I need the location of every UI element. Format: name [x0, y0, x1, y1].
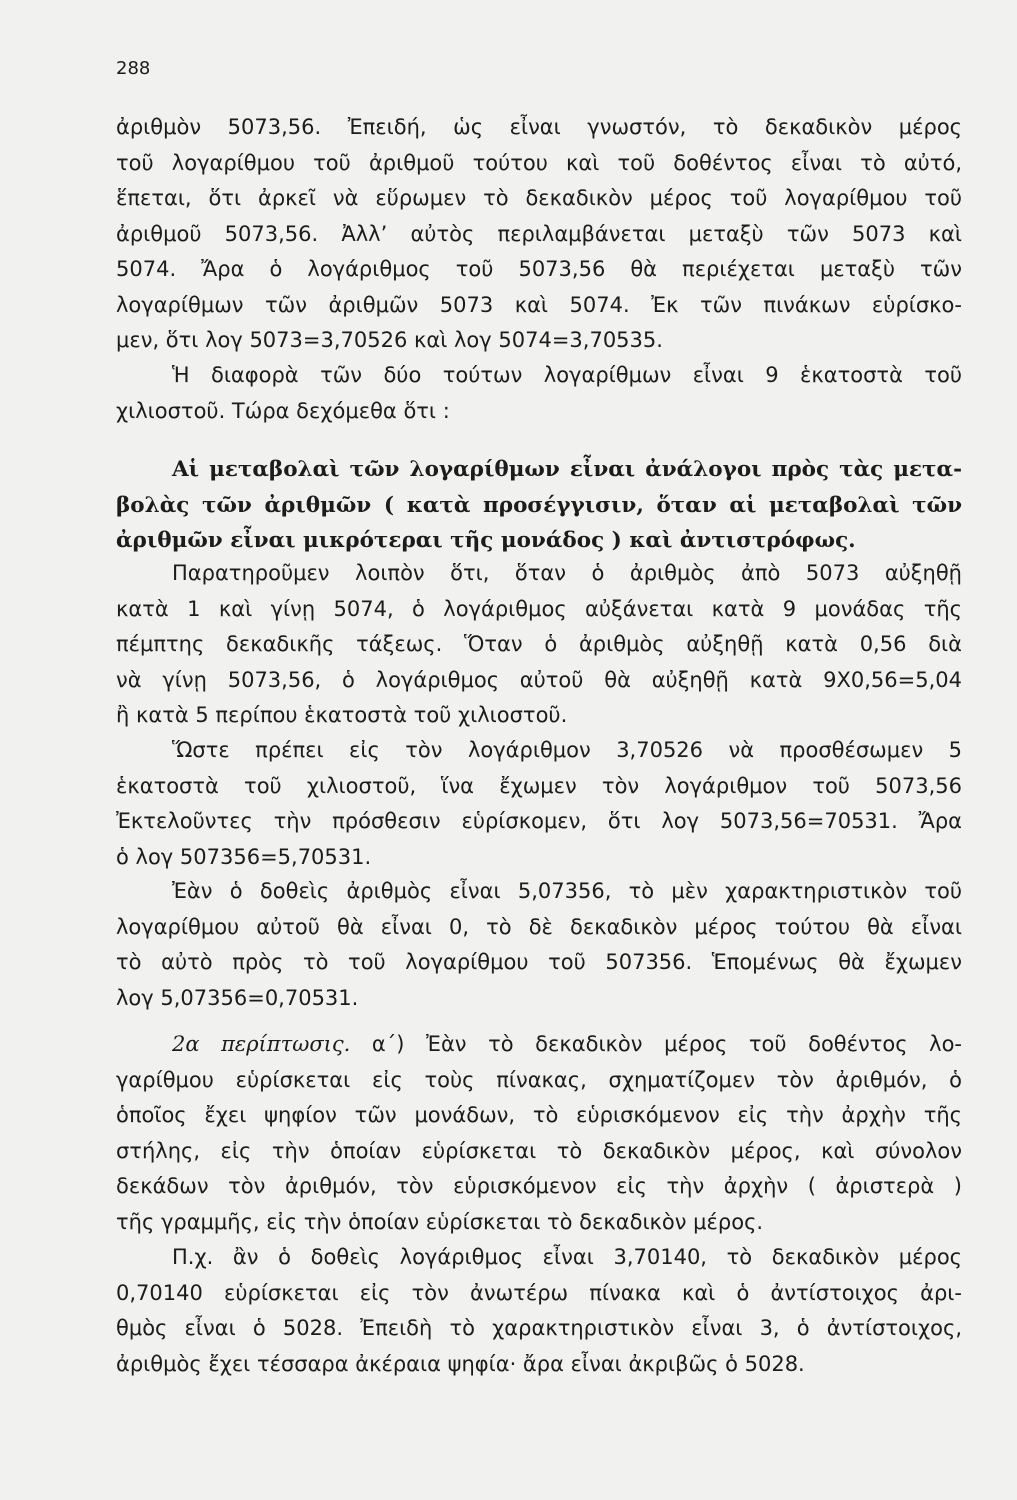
- text-line: Ἡ διαφορὰ τῶν δύο τούτων λογαρίθμων εἶναι 9 ἑκατοστὰ τοῦ: [172, 363, 962, 387]
- paragraph-6: [116, 1027, 962, 1240]
- text-line: λογαρίθμων τῶν ἀριθμῶν 5073 καὶ 5074. Ἐκ τῶν πινάκων εὑρίσκο-: [116, 292, 962, 317]
- bold-rule: [116, 452, 962, 559]
- paragraph-1: [116, 110, 962, 359]
- text-line: ἀριθμὸς ἔχει τέσσαρα ἀκέραια ψηφία· ἄρα εἶναι ἀκριβῶς ὁ 5028.: [116, 1351, 805, 1376]
- text-line: Ἐὰν ὁ δοθεὶς ἀριθμὸς εἶναι 5,07356, τὸ μὲν χαρακτηριστικὸν τοῦ: [172, 879, 962, 903]
- paragraph-7: [116, 1240, 962, 1382]
- text-line: 5074. Ἄρα ὁ λογάριθμος τοῦ 5073,56 θὰ περιέχεται μεταξὺ τῶν: [116, 257, 962, 281]
- text-line: Παρατηροῦμεν λοιπὸν ὅτι, ὅταν ὁ ἀριθμὸς ἀπὸ 5073 αὐξηθῇ: [172, 561, 962, 585]
- text-line: στήλης, εἰς τὴν ὁποίαν εὑρίσκεται τὸ δεκαδικὸν μέρος, καὶ σύνολον: [116, 1138, 962, 1163]
- text-line: ἕπεται, ὅτι ἀρκεῖ νὰ εὕρωμεν τὸ δεκαδικὸν μέρος τοῦ λογαρίθμου τοῦ: [116, 186, 962, 210]
- text-line: τῆς γραμμῆς, εἰς τὴν ὁποίαν εὑρίσκεται τὸ δεκαδικὸν μέρος.: [116, 1209, 764, 1234]
- rule-line: βολὰς τῶν ἀριθμῶν ( κατὰ προσέγγισιν, ὅταν αἱ μεταβολαὶ τῶν: [116, 492, 962, 518]
- paragraph-5: [116, 874, 962, 1016]
- text-line: πέμπτης δεκαδικῆς τάξεως. Ὅταν ὁ ἀριθμὸς αὐξηθῇ κατὰ 0,56 διὰ: [116, 632, 962, 656]
- paragraph-2: [116, 358, 962, 429]
- text-line: γαρίθμου εὑρίσκεται εἰς τοὺς πίνακας, σχηματίζομεν τὸν ἀριθμόν, ὁ: [116, 1067, 962, 1092]
- text-line: ἢ κατὰ 5 περίπου ἑκατοστὰ τοῦ χιλιοστοῦ.: [116, 703, 568, 727]
- paragraph-4: [116, 733, 962, 875]
- paragraph-3: [116, 556, 962, 734]
- text-line: ἑκατοστὰ τοῦ χιλιοστοῦ, ἵνα ἔχωμεν τὸν λογάριθμον τοῦ 5073,56: [116, 773, 962, 798]
- text-line: Π.χ. ἂν ὁ δοθεὶς λογάριθμος εἶναι 3,70140, τὸ δεκαδικὸν μέρος: [172, 1245, 962, 1269]
- rule-line: ἀριθμῶν εἶναι μικρότεραι τῆς μονάδος ) καὶ ἀντιστρόφως.: [116, 528, 856, 553]
- case-2-label: 2α περίπτωσις.: [172, 1032, 351, 1056]
- rule-line: Αἱ μεταβολαὶ τῶν λογαρίθμων εἶναι ἀνάλογοι πρὸς τὰς μετα-: [172, 457, 962, 482]
- text-line: θμὸς εἶναι ὁ 5028. Ἐπειδὴ τὸ χαρακτηριστικὸν εἶναι 3, ὁ ἀντίστοιχος,: [116, 1316, 962, 1340]
- text-line: νὰ γίνῃ 5073,56, ὁ λογάριθμος αὐτοῦ θὰ αὐξηθῇ κατὰ 9X0,56=5,04: [116, 667, 962, 692]
- text-line: [116, 1027, 962, 1063]
- case-2-first-line: α΄) Ἐὰν τὸ δεκαδικὸν μέρος τοῦ δοθέντος λο-: [350, 1032, 962, 1056]
- text-line: λογαρίθμου αὐτοῦ θὰ εἶναι 0, τὸ δὲ δεκαδικὸν μέρος τούτου θὰ εἶναι: [116, 914, 962, 939]
- text-line: κατὰ 1 καὶ γίνῃ 5074, ὁ λογάριθμος αὐξάνεται κατὰ 9 μονάδας τῆς: [116, 596, 962, 621]
- text-line: Ὥστε πρέπει εἰς τὸν λογάριθμον 3,70526 νὰ προσθέσωμεν 5: [172, 738, 962, 762]
- text-line: ἀριθμὸν 5073,56. Ἐπειδή, ὡς εἶναι γνωστόν, τὸ δεκαδικὸν μέρος: [116, 115, 962, 139]
- text-line: χιλιοστοῦ. Τώρα δεχόμεθα ὅτι :: [116, 398, 450, 423]
- text-line: τὸ αὐτὸ πρὸς τὸ τοῦ λογαρίθμου τοῦ 507356. Ἑπομένως θὰ ἔχωμεν: [116, 950, 962, 974]
- text-line: μεν, ὅτι λογ 5073=3,70526 καὶ λογ 5074=3,70535.: [116, 328, 663, 352]
- text-line: Ἐκτελοῦντες τὴν πρόσθεσιν εὑρίσκομεν, ὅτι λογ 5073,56=70531. Ἄρα: [116, 809, 962, 833]
- text-line: λογ 5,07356=0,70531.: [116, 985, 359, 1010]
- text-line: ὁ λογ 507356=5,70531.: [116, 844, 372, 869]
- page-number: 288: [116, 58, 151, 79]
- text-line: 0,70140 εὑρίσκεται εἰς τὸν ἀνωτέρω πίνακα καὶ ὁ ἀντίστοιχος ἀρι-: [116, 1280, 962, 1305]
- text-line: δεκάδων τὸν ἀριθμόν, τὸν εὑρισκόμενον εἰς τὴν ἀρχὴν ( ἀριστερὰ ): [116, 1174, 962, 1198]
- text-line: τοῦ λογαρίθμου τοῦ ἀριθμοῦ τούτου καὶ τοῦ δοθέντος εἶναι τὸ αὐτό,: [116, 150, 962, 175]
- text-line: ὁποῖος ἔχει ψηφίον τῶν μονάδων, τὸ εὑρισκόμενον εἰς τὴν ἀρχὴν τῆς: [116, 1103, 962, 1127]
- text-line: ἀριθμοῦ 5073,56. Ἀλλ’ αὐτὸς περιλαμβάνεται μεταξὺ τῶν 5073 καὶ: [116, 221, 962, 246]
